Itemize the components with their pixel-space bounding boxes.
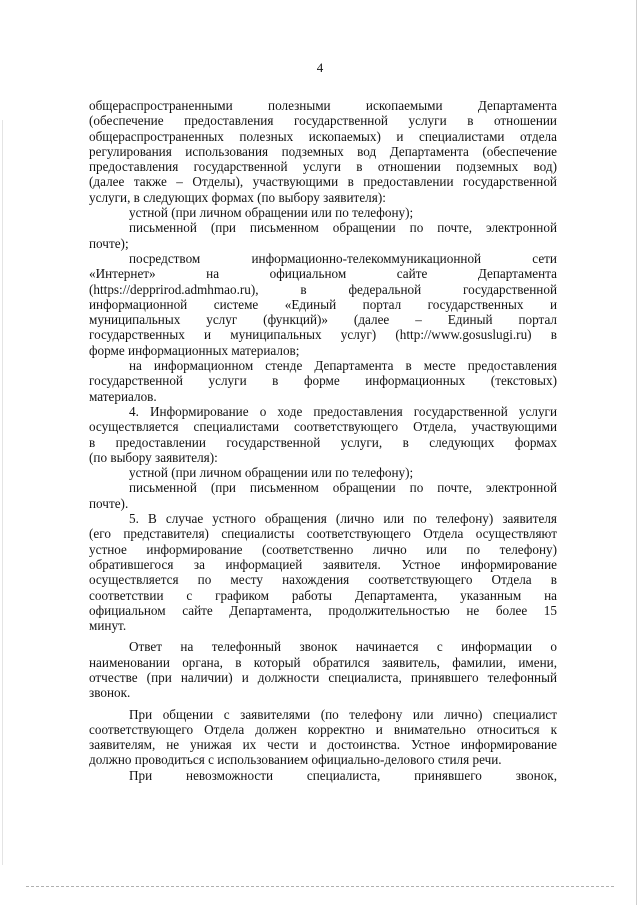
page-number: 4: [316, 60, 324, 75]
text-line: 5. В случае устного обращения (лично или по телефону) заявителя: [129, 511, 557, 527]
text-line: устной (при личном обращении или по телефону);: [129, 205, 414, 221]
text-line: посредством информационно-телекоммуникационной сети: [129, 250, 557, 266]
text-line: муниципальных услуг (функций)» (далее – Единый портал: [89, 312, 557, 328]
text-line: минут.: [89, 618, 127, 634]
text-line: письменной (при письменном обращении по почте, электронной: [129, 220, 557, 236]
text-line: устное информирование (соответственно лично или по телефону): [89, 541, 557, 557]
scan-edge-left: [2, 120, 3, 865]
text-line: (обеспечение предоставления государственной услуги в отношении: [89, 113, 557, 129]
text-line: соответствии с графиком работы Департамента, указанным на: [89, 587, 557, 603]
text-line: устной (при личном обращении или по телефону);: [129, 465, 414, 481]
text-line: общераспространенными полезными ископаемыми Департамента: [89, 98, 557, 113]
text-line: в предоставлении государственной услуги, в следующих формах: [89, 434, 557, 450]
text-line: государственных и муниципальных услуг) (http://www.gosuslugi.ru) в: [89, 327, 557, 343]
text-line: 4. Информирование о ходе предоставления государственной услуги: [129, 403, 557, 419]
text-line: (его представителя) специалисты соответствующего Отдела осуществляют: [89, 526, 557, 542]
text-line: письменной (при письменном обращении по почте, электронной: [129, 480, 557, 496]
text-line: должно проводиться с использованием официально-делового стиля речи.: [89, 752, 502, 768]
text-line: отчестве (при наличии) и должности специалиста, принявшего телефонный: [89, 669, 557, 685]
text-line: (далее также – Отделы), участвующими в предоставлении государственной: [89, 174, 557, 190]
text-line: обратившегося за информацией заявителя. Устное информирование: [89, 556, 557, 572]
text-line: предоставления государственной услуги в отношении подземных вод): [89, 159, 557, 175]
text-line: почте);: [89, 235, 129, 251]
text-line: звонок.: [89, 685, 131, 701]
text-line: (по выбору заявителя):: [89, 449, 218, 465]
text-line: регулирования использования подземных вод Департамента (обеспечение: [89, 143, 557, 159]
text-line: соответствующего Отдела должен корректно и внимательно относиться к: [89, 721, 557, 737]
text-line: информационной системе «Единый портал государственных и: [89, 296, 557, 312]
text-line: форме информационных материалов;: [89, 342, 300, 358]
text-line: При общении с заявителями (по телефону или лично) специалист: [129, 706, 557, 722]
text-line: официальном сайте Департамента, продолжительностью не более 15: [89, 602, 557, 618]
text-line: Ответ на телефонный звонок начинается с информации о: [129, 639, 557, 655]
text-line: услуги, в следующих формах (по выбору заявителя):: [89, 189, 386, 205]
text-line: на информационном стенде Департамента в месте предоставления: [129, 358, 557, 374]
text-line: общераспространенных полезных ископаемых) и специалистами отдела: [89, 128, 557, 144]
text-line: осуществляется специалистами соответствующего Отдела, участвующими: [89, 419, 557, 435]
scan-edge-right: [636, 0, 637, 905]
text-line: государственной услуги в форме информационных (текстовых): [89, 373, 557, 389]
text-line: (https://depprirod.admhmao.ru), в федеральной государственной: [89, 281, 557, 297]
text-line: наименовании органа, в который обратился заявитель, фамилии, имени,: [89, 654, 557, 670]
text-line: осуществляется по месту нахождения соответствующего Отдела в: [89, 572, 557, 588]
text-line: заявителям, не унижая их чести и достоинства. Устное информирование: [89, 737, 557, 753]
text-line: При невозможности специалиста, принявшего звонок,: [129, 767, 557, 783]
text-line: материалов.: [89, 388, 157, 404]
footer-rule: [26, 886, 614, 887]
document-body: [89, 98, 557, 783]
text-line: «Интернет» на официальном сайте Департамента: [89, 266, 557, 282]
text-line: почте).: [89, 495, 129, 511]
